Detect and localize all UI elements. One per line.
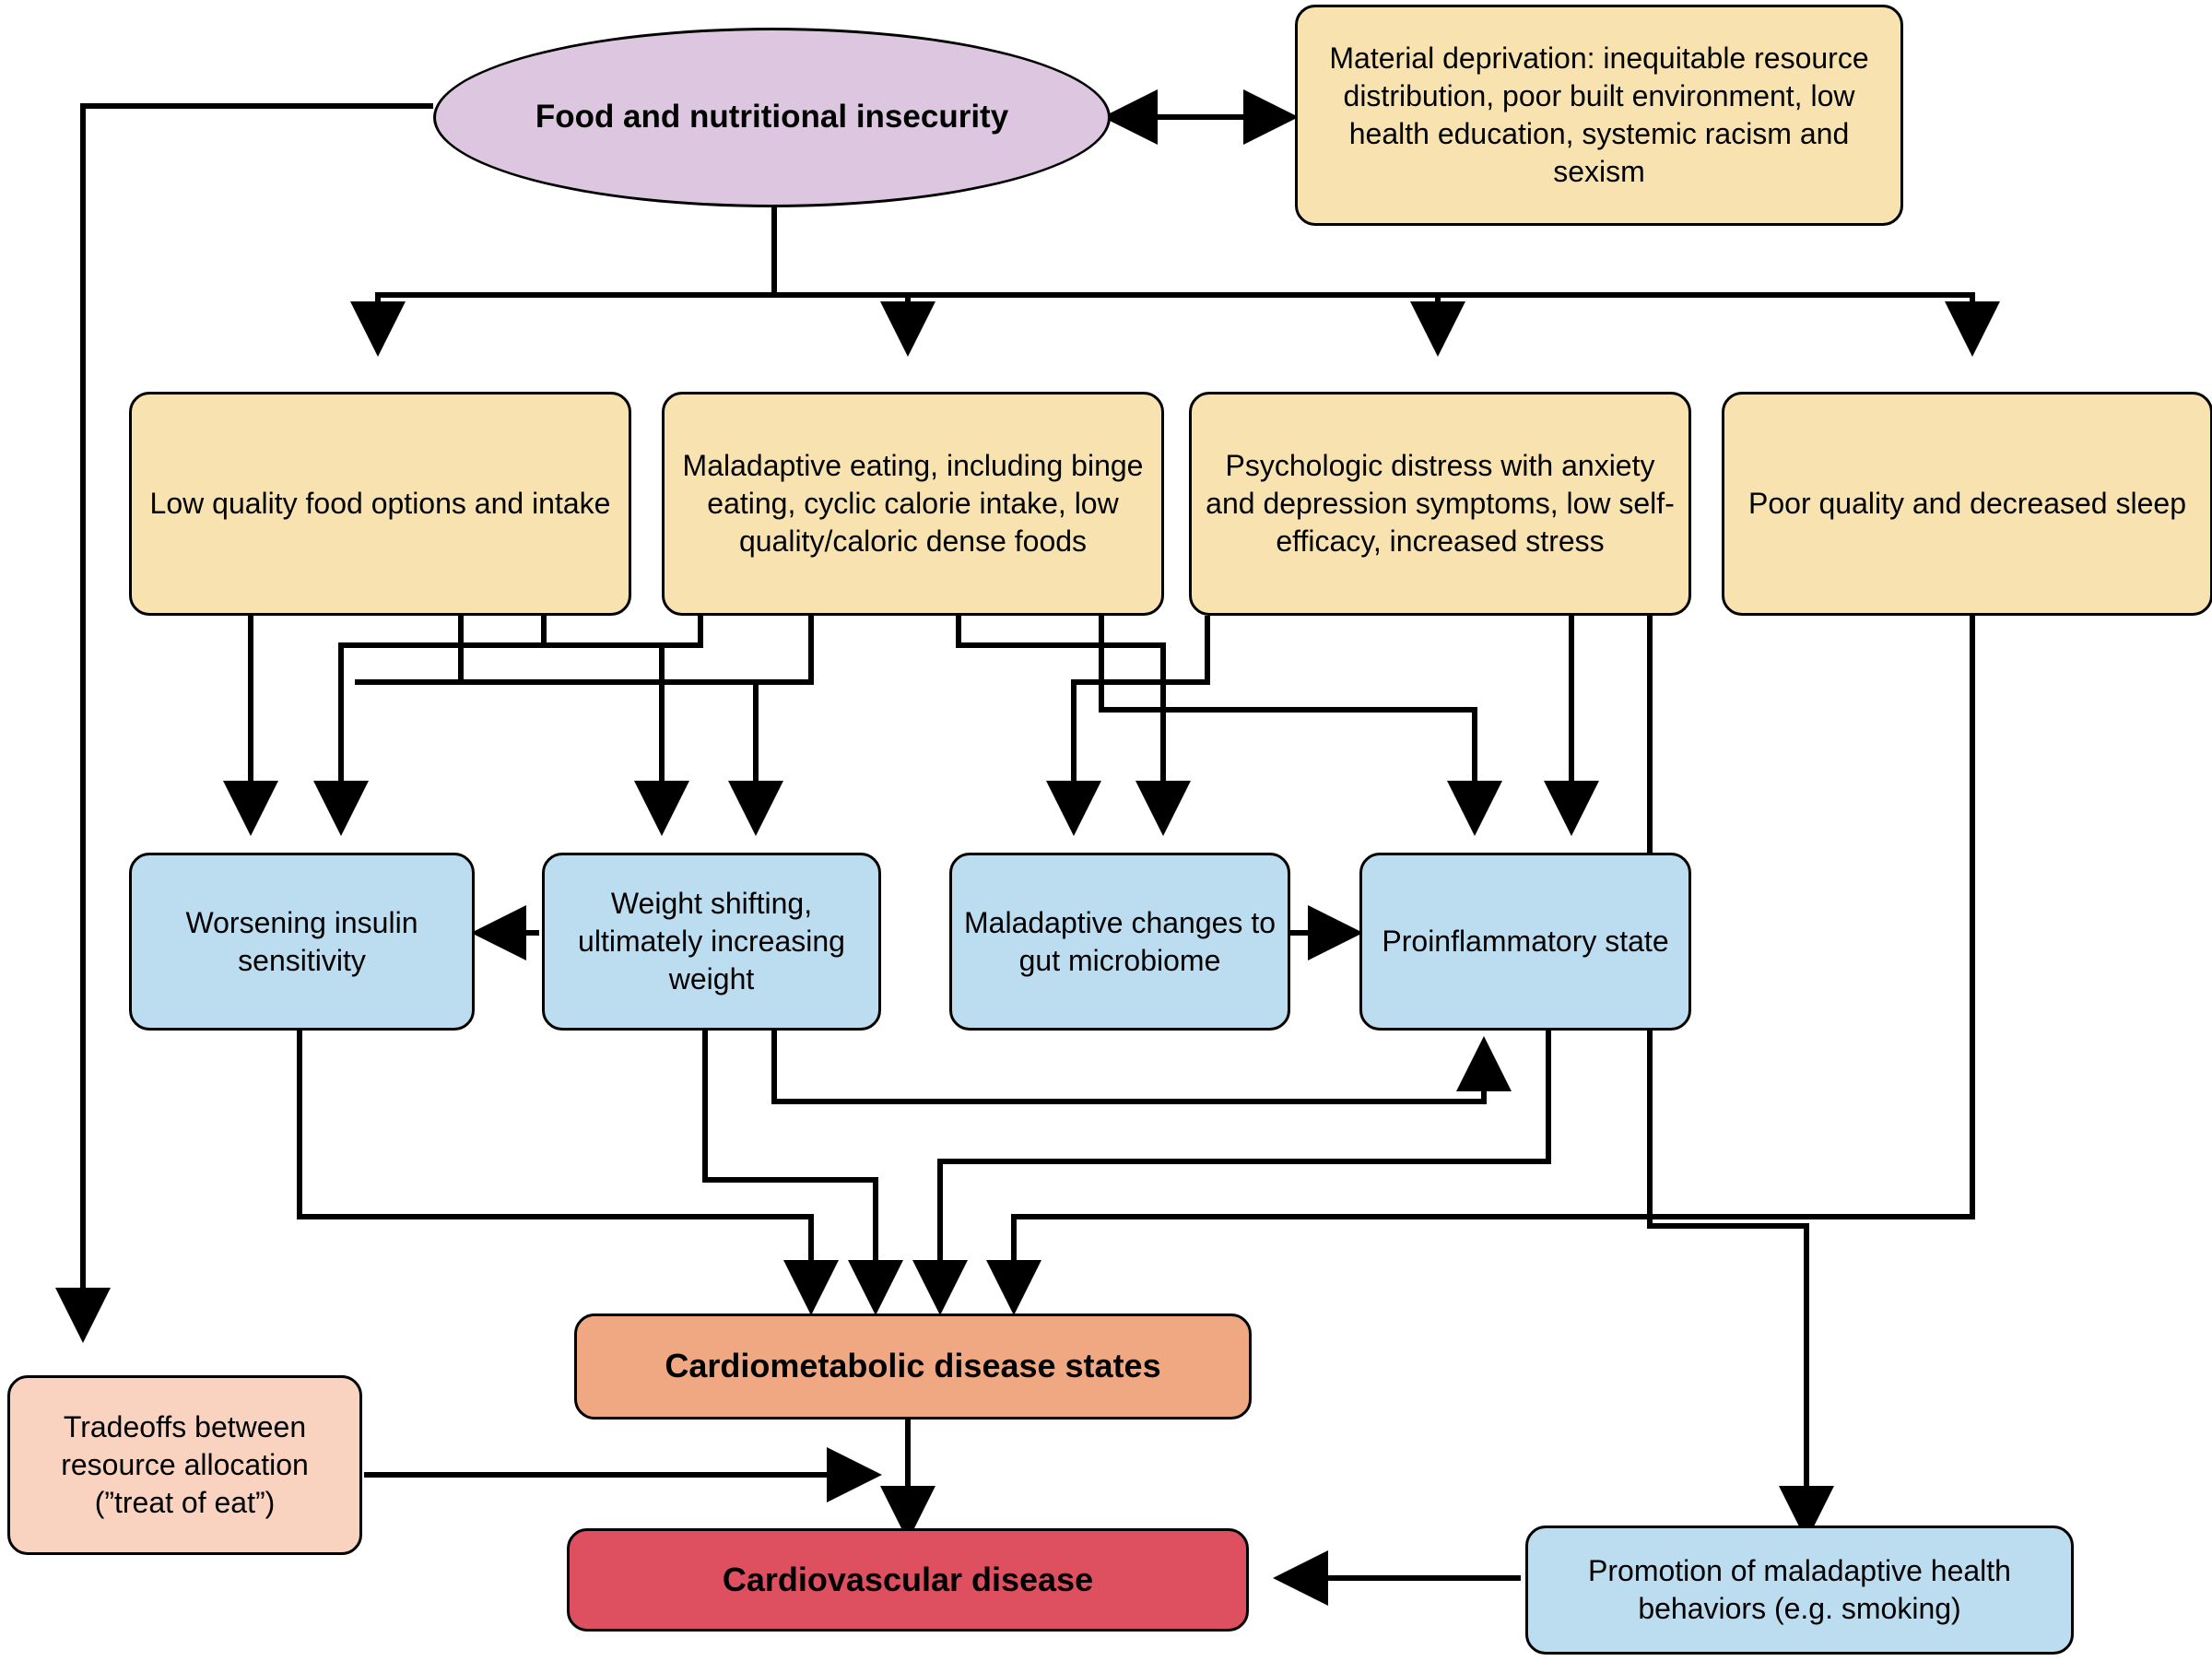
node-label: Maladaptive changes to gut microbiome: [964, 905, 1276, 977]
node-material-deprivation[interactable]: [1295, 5, 1903, 226]
node-label: Proinflammatory state: [1382, 925, 1669, 959]
node-psychologic-distress[interactable]: [1189, 392, 1691, 616]
node-food-insecurity[interactable]: [433, 28, 1111, 207]
node-label: Tradeoffs between resource allocation (”treat of eat”): [61, 1410, 309, 1519]
node-maladaptive-behaviors[interactable]: [1525, 1526, 2074, 1655]
node-poor-sleep[interactable]: [1722, 392, 2212, 616]
node-label: Cardiovascular disease: [722, 1560, 1094, 1598]
node-label: Weight shifting, ultimately increasing weight: [578, 887, 845, 995]
node-label: Low quality food options and intake: [149, 487, 611, 521]
node-tradeoffs[interactable]: [7, 1375, 362, 1555]
node-label: Maladaptive eating, including binge eating, cyclic calorie intake, low quality/caloric dense foods: [682, 449, 1144, 558]
node-gut-microbiome[interactable]: [949, 853, 1290, 1031]
node-maladaptive-eating[interactable]: [662, 392, 1164, 616]
node-label: Material deprivation: inequitable resource distribution, poor built environment, low health education, systemic racism and sexism: [1329, 41, 1869, 188]
node-weight-shifting[interactable]: [542, 853, 881, 1031]
node-low-quality-food[interactable]: [129, 392, 631, 616]
node-label: Cardiometabolic disease states: [665, 1347, 1161, 1385]
node-cardiovascular[interactable]: [567, 1528, 1249, 1632]
node-label: Poor quality and decreased sleep: [1748, 487, 2186, 521]
node-label: Psychologic distress with anxiety and depression symptoms, low self-efficacy, increased stress: [1206, 449, 1675, 558]
node-label: Food and nutritional insecurity: [535, 99, 1009, 135]
node-label: Worsening insulin sensitivity: [185, 905, 418, 977]
node-label: Promotion of maladaptive health behaviors (e.g. smoking): [1588, 1554, 2011, 1625]
node-proinflammatory[interactable]: [1359, 853, 1691, 1031]
node-cardiometabolic[interactable]: [574, 1313, 1252, 1420]
node-insulin-sensitivity[interactable]: [129, 853, 475, 1031]
